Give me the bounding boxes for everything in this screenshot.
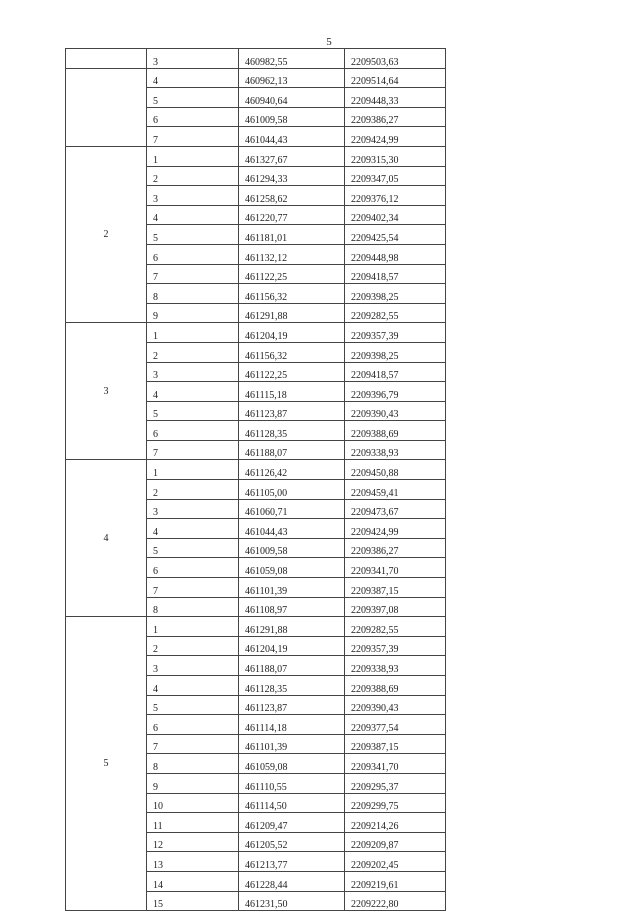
point-number-cell: 15 xyxy=(147,891,239,911)
x-coordinate-cell: 461291,88 xyxy=(239,617,345,637)
point-number-cell: 7 xyxy=(147,440,239,460)
coordinates-table-body xyxy=(66,49,446,911)
y-coordinate-cell: 2209299,75 xyxy=(345,793,446,813)
y-coordinate-cell: 2209387,15 xyxy=(345,578,446,598)
x-coordinate-cell: 461044,43 xyxy=(239,127,345,147)
point-number-cell: 14 xyxy=(147,871,239,891)
y-coordinate-cell: 2209418,57 xyxy=(345,362,446,382)
y-coordinate-cell: 2209315,30 xyxy=(345,146,446,166)
x-coordinate-cell: 461044,43 xyxy=(239,519,345,539)
point-number-cell: 7 xyxy=(147,264,239,284)
point-number-cell: 2 xyxy=(147,636,239,656)
point-number-cell: 3 xyxy=(147,656,239,676)
point-number-cell: 6 xyxy=(147,107,239,127)
y-coordinate-cell: 2209396,79 xyxy=(345,382,446,402)
point-number-cell: 3 xyxy=(147,49,239,69)
x-coordinate-cell: 460940,64 xyxy=(239,88,345,108)
x-coordinate-cell: 461110,55 xyxy=(239,773,345,793)
y-coordinate-cell: 2209398,25 xyxy=(345,284,446,304)
y-coordinate-cell: 2209347,05 xyxy=(345,166,446,186)
y-coordinate-cell: 2209448,98 xyxy=(345,244,446,264)
x-coordinate-cell: 461059,08 xyxy=(239,558,345,578)
x-coordinate-cell: 461108,97 xyxy=(239,597,345,617)
point-number-cell: 4 xyxy=(147,68,239,88)
x-coordinate-cell: 461205,52 xyxy=(239,832,345,852)
point-number-cell: 4 xyxy=(147,676,239,696)
point-number-cell: 1 xyxy=(147,617,239,637)
y-coordinate-cell: 2209473,67 xyxy=(345,499,446,519)
x-coordinate-cell: 461123,87 xyxy=(239,401,345,421)
point-number-cell: 6 xyxy=(147,558,239,578)
y-coordinate-cell: 2209338,93 xyxy=(345,656,446,676)
point-number-cell: 6 xyxy=(147,715,239,735)
point-number-cell: 5 xyxy=(147,88,239,108)
y-coordinate-cell: 2209397,08 xyxy=(345,597,446,617)
y-coordinate-cell: 2209386,27 xyxy=(345,538,446,558)
x-coordinate-cell: 461122,25 xyxy=(239,362,345,382)
point-number-cell: 1 xyxy=(147,323,239,343)
plot-number-cell: 2 xyxy=(66,146,147,322)
x-coordinate-cell: 461101,39 xyxy=(239,578,345,598)
x-coordinate-cell: 461213,77 xyxy=(239,852,345,872)
x-coordinate-cell: 461009,58 xyxy=(239,107,345,127)
y-coordinate-cell: 2209388,69 xyxy=(345,676,446,696)
y-coordinate-cell: 2209450,88 xyxy=(345,460,446,480)
x-coordinate-cell: 461114,50 xyxy=(239,793,345,813)
x-coordinate-cell: 461209,47 xyxy=(239,813,345,833)
point-number-cell: 3 xyxy=(147,186,239,206)
x-coordinate-cell: 461204,19 xyxy=(239,636,345,656)
x-coordinate-cell: 461128,35 xyxy=(239,421,345,441)
point-number-cell: 2 xyxy=(147,166,239,186)
point-number-cell: 12 xyxy=(147,832,239,852)
x-coordinate-cell: 461126,42 xyxy=(239,460,345,480)
point-number-cell: 13 xyxy=(147,852,239,872)
x-coordinate-cell: 461122,25 xyxy=(239,264,345,284)
y-coordinate-cell: 2209424,99 xyxy=(345,127,446,147)
table-row xyxy=(66,49,446,69)
coordinates-table xyxy=(65,48,446,911)
x-coordinate-cell: 461156,32 xyxy=(239,284,345,304)
point-number-cell: 3 xyxy=(147,362,239,382)
point-number-cell: 2 xyxy=(147,480,239,500)
y-coordinate-cell: 2209222,80 xyxy=(345,891,446,911)
x-coordinate-cell: 461188,07 xyxy=(239,656,345,676)
table-row xyxy=(66,146,446,166)
y-coordinate-cell: 2209398,25 xyxy=(345,342,446,362)
y-coordinate-cell: 2209425,54 xyxy=(345,225,446,245)
point-number-cell: 8 xyxy=(147,597,239,617)
plot-number-cell: 4 xyxy=(66,460,147,617)
y-coordinate-cell: 2209357,39 xyxy=(345,323,446,343)
x-coordinate-cell: 461132,12 xyxy=(239,244,345,264)
x-coordinate-cell: 461059,08 xyxy=(239,754,345,774)
x-coordinate-cell: 460982,55 xyxy=(239,49,345,69)
x-coordinate-cell: 461128,35 xyxy=(239,676,345,696)
y-coordinate-cell: 2209338,93 xyxy=(345,440,446,460)
y-coordinate-cell: 2209214,26 xyxy=(345,813,446,833)
point-number-cell: 1 xyxy=(147,146,239,166)
page-number: 5 xyxy=(326,36,332,48)
table-row xyxy=(66,68,446,88)
x-coordinate-cell: 461123,87 xyxy=(239,695,345,715)
x-coordinate-cell: 461231,50 xyxy=(239,891,345,911)
x-coordinate-cell: 461009,58 xyxy=(239,538,345,558)
point-number-cell: 11 xyxy=(147,813,239,833)
plot-number-cell xyxy=(66,68,147,146)
point-number-cell: 7 xyxy=(147,127,239,147)
y-coordinate-cell: 2209282,55 xyxy=(345,303,446,323)
point-number-cell: 5 xyxy=(147,401,239,421)
y-coordinate-cell: 2209388,69 xyxy=(345,421,446,441)
x-coordinate-cell: 461294,33 xyxy=(239,166,345,186)
x-coordinate-cell: 461115,18 xyxy=(239,382,345,402)
y-coordinate-cell: 2209377,54 xyxy=(345,715,446,735)
table-row xyxy=(66,323,446,343)
x-coordinate-cell: 460962,13 xyxy=(239,68,345,88)
y-coordinate-cell: 2209209,87 xyxy=(345,832,446,852)
y-coordinate-cell: 2209341,70 xyxy=(345,754,446,774)
table-row xyxy=(66,460,446,480)
y-coordinate-cell: 2209448,33 xyxy=(345,88,446,108)
x-coordinate-cell: 461291,88 xyxy=(239,303,345,323)
x-coordinate-cell: 461101,39 xyxy=(239,734,345,754)
point-number-cell: 4 xyxy=(147,519,239,539)
point-number-cell: 2 xyxy=(147,342,239,362)
y-coordinate-cell: 2209390,43 xyxy=(345,401,446,421)
y-coordinate-cell: 2209402,34 xyxy=(345,205,446,225)
point-number-cell: 7 xyxy=(147,734,239,754)
y-coordinate-cell: 2209219,61 xyxy=(345,871,446,891)
plot-number-cell: 5 xyxy=(66,617,147,911)
plot-number-cell xyxy=(66,49,147,69)
y-coordinate-cell: 2209503,63 xyxy=(345,49,446,69)
x-coordinate-cell: 461204,19 xyxy=(239,323,345,343)
y-coordinate-cell: 2209514,64 xyxy=(345,68,446,88)
x-coordinate-cell: 461188,07 xyxy=(239,440,345,460)
plot-number-cell: 3 xyxy=(66,323,147,460)
y-coordinate-cell: 2209376,12 xyxy=(345,186,446,206)
point-number-cell: 5 xyxy=(147,225,239,245)
point-number-cell: 9 xyxy=(147,773,239,793)
point-number-cell: 8 xyxy=(147,284,239,304)
y-coordinate-cell: 2209357,39 xyxy=(345,636,446,656)
x-coordinate-cell: 461181,01 xyxy=(239,225,345,245)
y-coordinate-cell: 2209295,37 xyxy=(345,773,446,793)
y-coordinate-cell: 2209202,45 xyxy=(345,852,446,872)
point-number-cell: 4 xyxy=(147,382,239,402)
x-coordinate-cell: 461258,62 xyxy=(239,186,345,206)
x-coordinate-cell: 461105,00 xyxy=(239,480,345,500)
y-coordinate-cell: 2209424,99 xyxy=(345,519,446,539)
y-coordinate-cell: 2209386,27 xyxy=(345,107,446,127)
y-coordinate-cell: 2209341,70 xyxy=(345,558,446,578)
point-number-cell: 5 xyxy=(147,538,239,558)
x-coordinate-cell: 461228,44 xyxy=(239,871,345,891)
point-number-cell: 3 xyxy=(147,499,239,519)
point-number-cell: 6 xyxy=(147,244,239,264)
x-coordinate-cell: 461220,77 xyxy=(239,205,345,225)
y-coordinate-cell: 2209459,41 xyxy=(345,480,446,500)
point-number-cell: 1 xyxy=(147,460,239,480)
y-coordinate-cell: 2209387,15 xyxy=(345,734,446,754)
point-number-cell: 10 xyxy=(147,793,239,813)
table-row xyxy=(66,617,446,637)
x-coordinate-cell: 461060,71 xyxy=(239,499,345,519)
point-number-cell: 9 xyxy=(147,303,239,323)
point-number-cell: 6 xyxy=(147,421,239,441)
point-number-cell: 5 xyxy=(147,695,239,715)
x-coordinate-cell: 461156,32 xyxy=(239,342,345,362)
point-number-cell: 4 xyxy=(147,205,239,225)
y-coordinate-cell: 2209282,55 xyxy=(345,617,446,637)
x-coordinate-cell: 461327,67 xyxy=(239,146,345,166)
y-coordinate-cell: 2209418,57 xyxy=(345,264,446,284)
x-coordinate-cell: 461114,18 xyxy=(239,715,345,735)
point-number-cell: 8 xyxy=(147,754,239,774)
point-number-cell: 7 xyxy=(147,578,239,598)
y-coordinate-cell: 2209390,43 xyxy=(345,695,446,715)
